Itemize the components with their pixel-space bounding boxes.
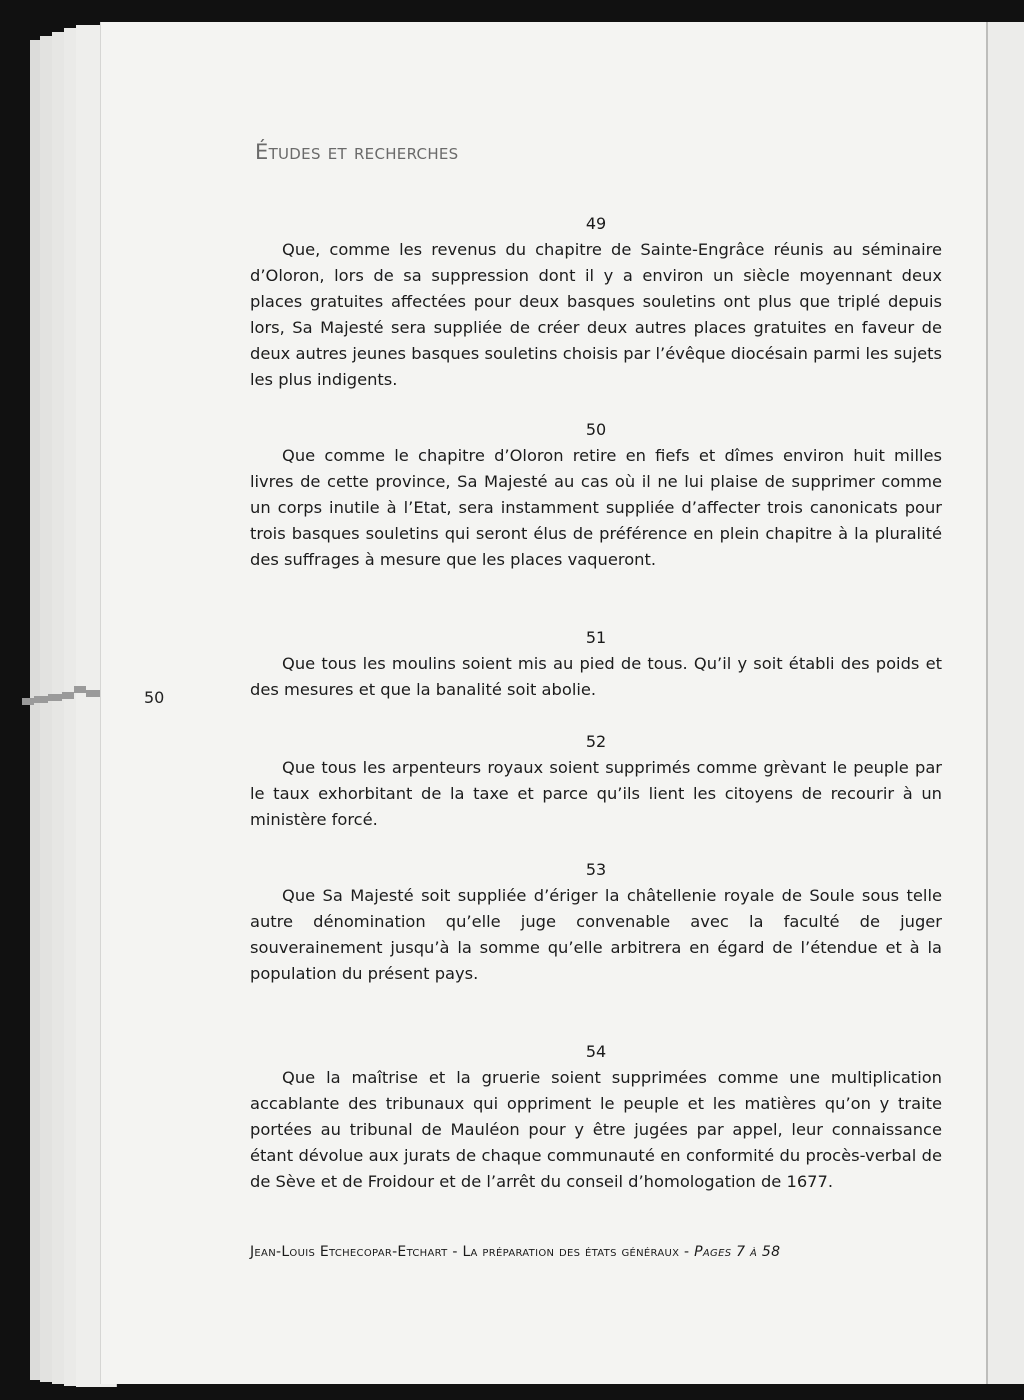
article-text: Que, comme les revenus du chapitre de Sainte-Engrâce réunis au séminaire d’Oloron, lors de sa suppression dont il y a environ un siècle moyennant deux places gratuites affectées pour deux basques souletins ont plus que triplé depuis lors, Sa Majesté sera suppliée de créer deux autres places gratuites en faveur de deux autres jeunes basques souletins choisis par l’évêque diocésain parmi les sujets les plus indigents. bbox=[250, 240, 942, 389]
facing-page-edge bbox=[986, 22, 1024, 1384]
footer-author: Jean-Louis Etchecopar-Etchart bbox=[250, 1244, 448, 1260]
article-number: 52 bbox=[585, 732, 607, 751]
article-number: 50 bbox=[585, 420, 607, 439]
running-title: Études et recherches bbox=[255, 140, 459, 164]
footer-pages: Pages 7 à 58 bbox=[694, 1244, 781, 1260]
article-section bbox=[250, 860, 942, 987]
article-section bbox=[250, 628, 942, 703]
footer-separator: - bbox=[447, 1244, 463, 1260]
margin-section-marker: 50 bbox=[144, 688, 165, 707]
article-text: Que la maîtrise et la gruerie soient supprimées comme une multiplication accablante des tribunaux qui oppriment le peuple et les matières qu’on y traite portées au tribunal de Mauléon pour y être jugées par appel, leur connaissance étant dévolue aux jurats de chaque communauté en conformité du procès-verbal de de Sève et de Froidour et de l’arrêt du conseil d’homologation de 1677. bbox=[250, 1068, 942, 1191]
article-section bbox=[250, 214, 942, 393]
article-number: 51 bbox=[585, 628, 607, 647]
article-section bbox=[250, 1042, 942, 1195]
article-number: 53 bbox=[585, 860, 607, 879]
article-number: 49 bbox=[585, 214, 607, 233]
running-footer bbox=[250, 1244, 780, 1260]
article-text: Que tous les arpenteurs royaux soient supprimés comme grèvant le peuple par le taux exhorbitant de la taxe et parce qu’ils lient les citoyens de recourir à un ministère forcé. bbox=[250, 758, 942, 829]
article-section bbox=[250, 732, 942, 833]
running-header bbox=[255, 140, 459, 164]
article-text: Que comme le chapitre d’Oloron retire en fiefs et dîmes environ huit milles livres de cette province, Sa Majesté au cas où il ne lui plaise de supprimer comme un corps inutile à l’Etat, sera instamment suppliée d’affecter trois canonicats pour trois basques souletins qui seront élus de préférence en plein chapitre à la pluralité des suffrages à mesure que les places vaqueront. bbox=[250, 446, 942, 569]
article-text: Que Sa Majesté soit suppliée d’ériger la châtellenie royale de Soule sous telle autre dénomination qu’elle juge convenable avec la faculté de juger souverainement jusqu’à la somme qu’elle arbitrera en égard de l’étendue et à la population du présent pays. bbox=[250, 886, 942, 983]
footer-title: La préparation des états généraux bbox=[462, 1244, 680, 1260]
article-number: 54 bbox=[585, 1042, 607, 1061]
article-section bbox=[250, 420, 942, 573]
footer-separator: - bbox=[679, 1244, 695, 1260]
article-text: Que tous les moulins soient mis au pied de tous. Qu’il y soit établi des poids et des mesures et que la banalité soit abolie. bbox=[250, 654, 942, 699]
